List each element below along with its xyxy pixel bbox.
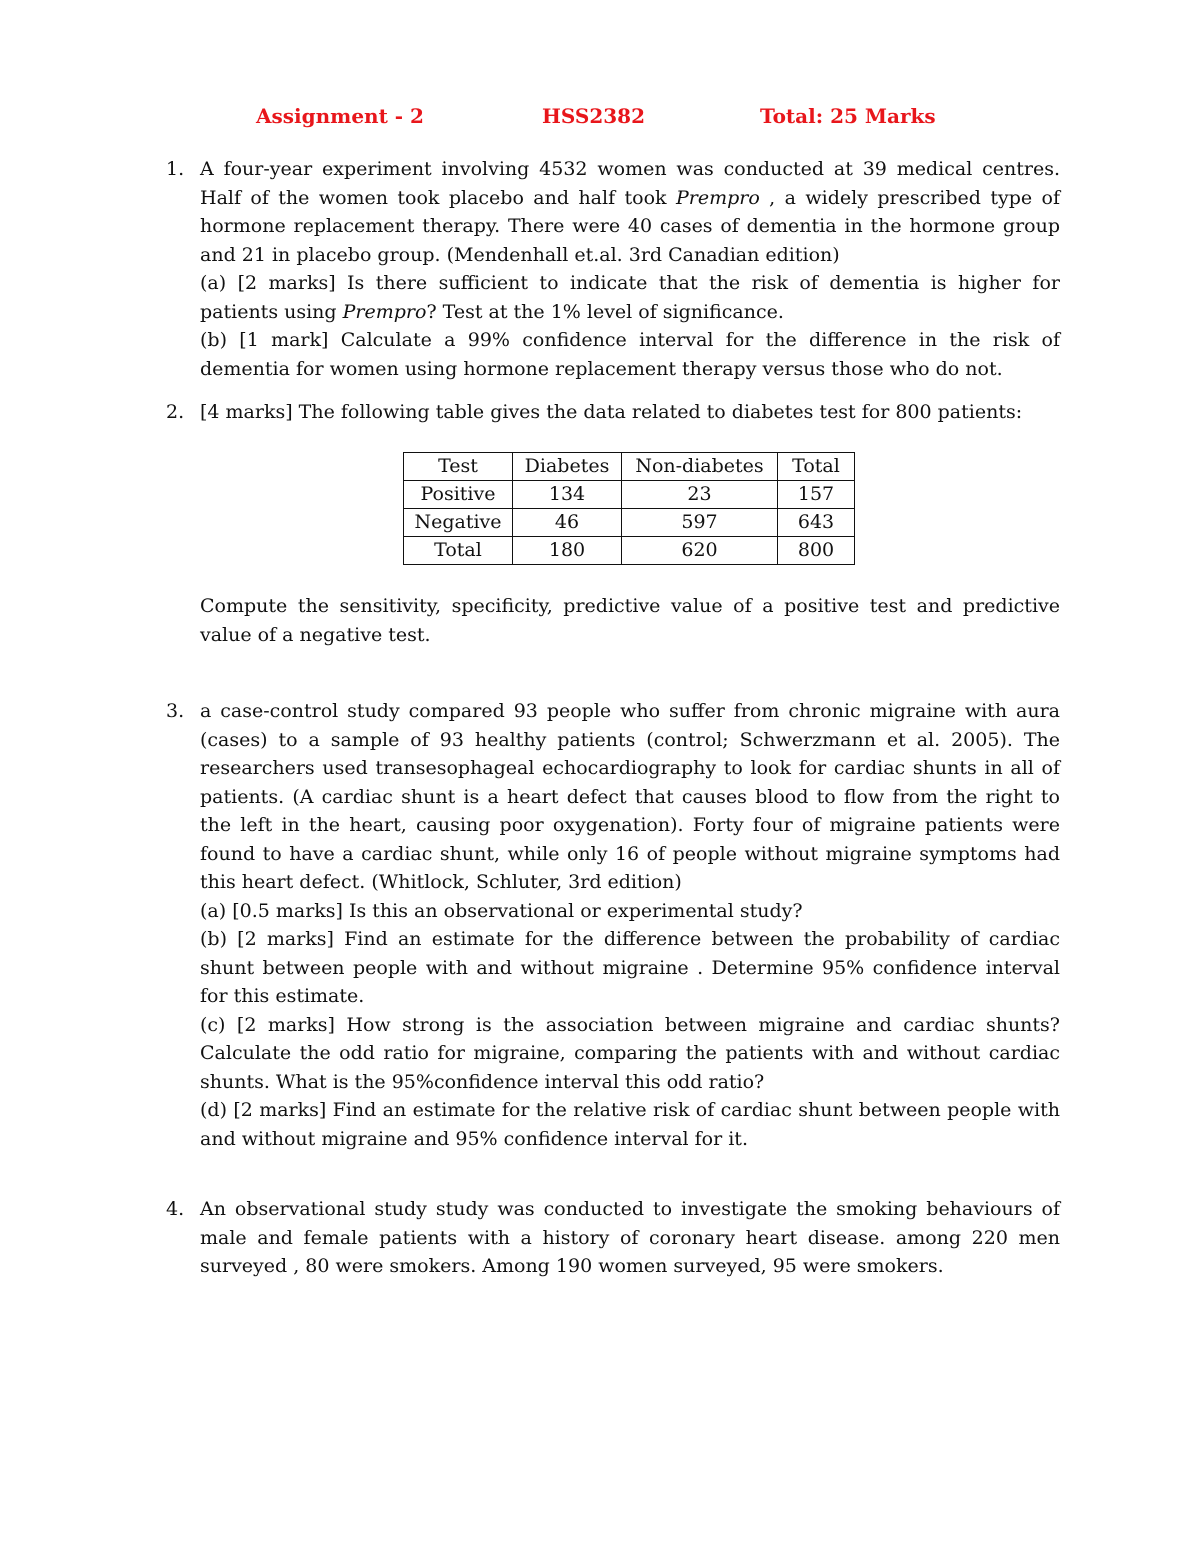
question-3-part-a: (a) [0.5 marks] Is this an observational or experimental study? (200, 899, 803, 922)
question-3 (166, 697, 1060, 1153)
question-1-intro (200, 155, 1060, 269)
question-2-intro: [4 marks] The following table gives the data related to diabetes test for 800 patients: (200, 401, 1023, 423)
course-code: HSS2382 (542, 104, 646, 128)
table-cell: 597 (622, 509, 778, 537)
table-row (404, 537, 855, 565)
table-cell: 620 (622, 537, 778, 565)
question-2-instructions: Compute the sensitivity, specificity, predictive value of a positive test and predictive value of a negative test. (200, 595, 1060, 646)
table-header-cell: Total (778, 453, 855, 481)
question-3-part-b: (b) [2 marks] Find an estimate for the difference between the probability of cardiac shunt between people with and without migraine . Determine 95% confidence interval for this estimate. (200, 928, 1060, 1007)
assignment-header (0, 104, 1200, 134)
assignment-title: Assignment - 2 (256, 104, 424, 128)
question-1-intro-b: , a widely prescribed type of hormone replacement therapy. There were 40 cases of dementia in the hormone group and 21 in placebo group. (Mendenhall et.al. 3rd Canadian edition) (200, 186, 1060, 266)
question-3-intro: a case-control study compared 93 people who suffer from chronic migraine with aura (cases) to a sample of 93 healthy patients (control; Schwerzmann et al. 2005). The researchers used transesophageal echocardiography to look for cardiac shunts in all of patients. (A cardiac shunt is a heart defect that causes blood to flow from the right to the left in the heart, causing poor oxygenation). Forty four of migraine patients were found to have a cardiac shunt, while only 16 of people without migraine symptoms had this heart defect. (Whitlock, Schluter, 3rd edition) (200, 700, 1060, 893)
diabetes-table (403, 452, 855, 565)
table-cell: Negative (404, 509, 513, 537)
table-header-cell: Non-diabetes (622, 453, 778, 481)
table-cell: 157 (778, 481, 855, 509)
question-4-text: An observational study study was conducted to investigate the smoking behaviours of male and female patients with a history of coronary heart disease. among 220 men surveyed , 80 were smokers. Among 190 women surveyed, 95 were smokers. (200, 1198, 1060, 1277)
table-row (404, 509, 855, 537)
table-cell: 23 (622, 481, 778, 509)
question-4 (166, 1195, 1060, 1281)
question-1-part-a-post: ? Test at the 1% level of significance. (426, 300, 784, 323)
table-cell: 800 (778, 537, 855, 565)
question-3-part-c: (c) [2 marks] How strong is the association between migraine and cardiac shunts? Calculate the odd ratio for migraine, comparing the patients with and without cardiac shunts. What is the 95%confidence interval this odd ratio? (200, 1013, 1060, 1093)
question-number: 4. (166, 1198, 185, 1220)
drug-name: Prempro (342, 300, 427, 323)
table-header-row (404, 453, 855, 481)
table-cell: 46 (513, 509, 622, 537)
table-cell: 643 (778, 509, 855, 537)
table-cell: 134 (513, 481, 622, 509)
table-row (404, 481, 855, 509)
question-number: 3. (166, 700, 185, 722)
question-3-part-d: (d) [2 marks] Find an estimate for the relative risk of cardiac shunt between people with and without migraine and 95% confidence interval for it. (200, 1099, 1060, 1150)
table-cell: Total (404, 537, 513, 565)
table-cell: Positive (404, 481, 513, 509)
question-1 (166, 155, 1060, 383)
table-header-cell: Diabetes (513, 453, 622, 481)
question-1-intro-a: A four-year experiment involving 4532 women was conducted at 39 medical centres. Half of the women took placebo and half took (200, 158, 1060, 209)
drug-name: Prempro (675, 186, 760, 209)
question-1-part-b: (b) [1 mark] Calculate a 99% confidence interval for the difference in the risk of dementia for women using hormone replacement therapy versus those who do not. (200, 329, 1060, 380)
question-number: 1. (166, 158, 185, 180)
question-number: 2. (166, 401, 185, 423)
question-2 (166, 398, 1060, 427)
table-cell: 180 (513, 537, 622, 565)
diabetes-table-wrap (403, 452, 855, 565)
question-1-part-a-pre: (a) [2 marks] Is there sufficient to indicate that the risk of dementia is higher for patients using (200, 272, 1060, 323)
total-marks: Total: 25 Marks (760, 104, 936, 128)
question-1-part-a (200, 269, 1060, 326)
table-header-cell: Test (404, 453, 513, 481)
